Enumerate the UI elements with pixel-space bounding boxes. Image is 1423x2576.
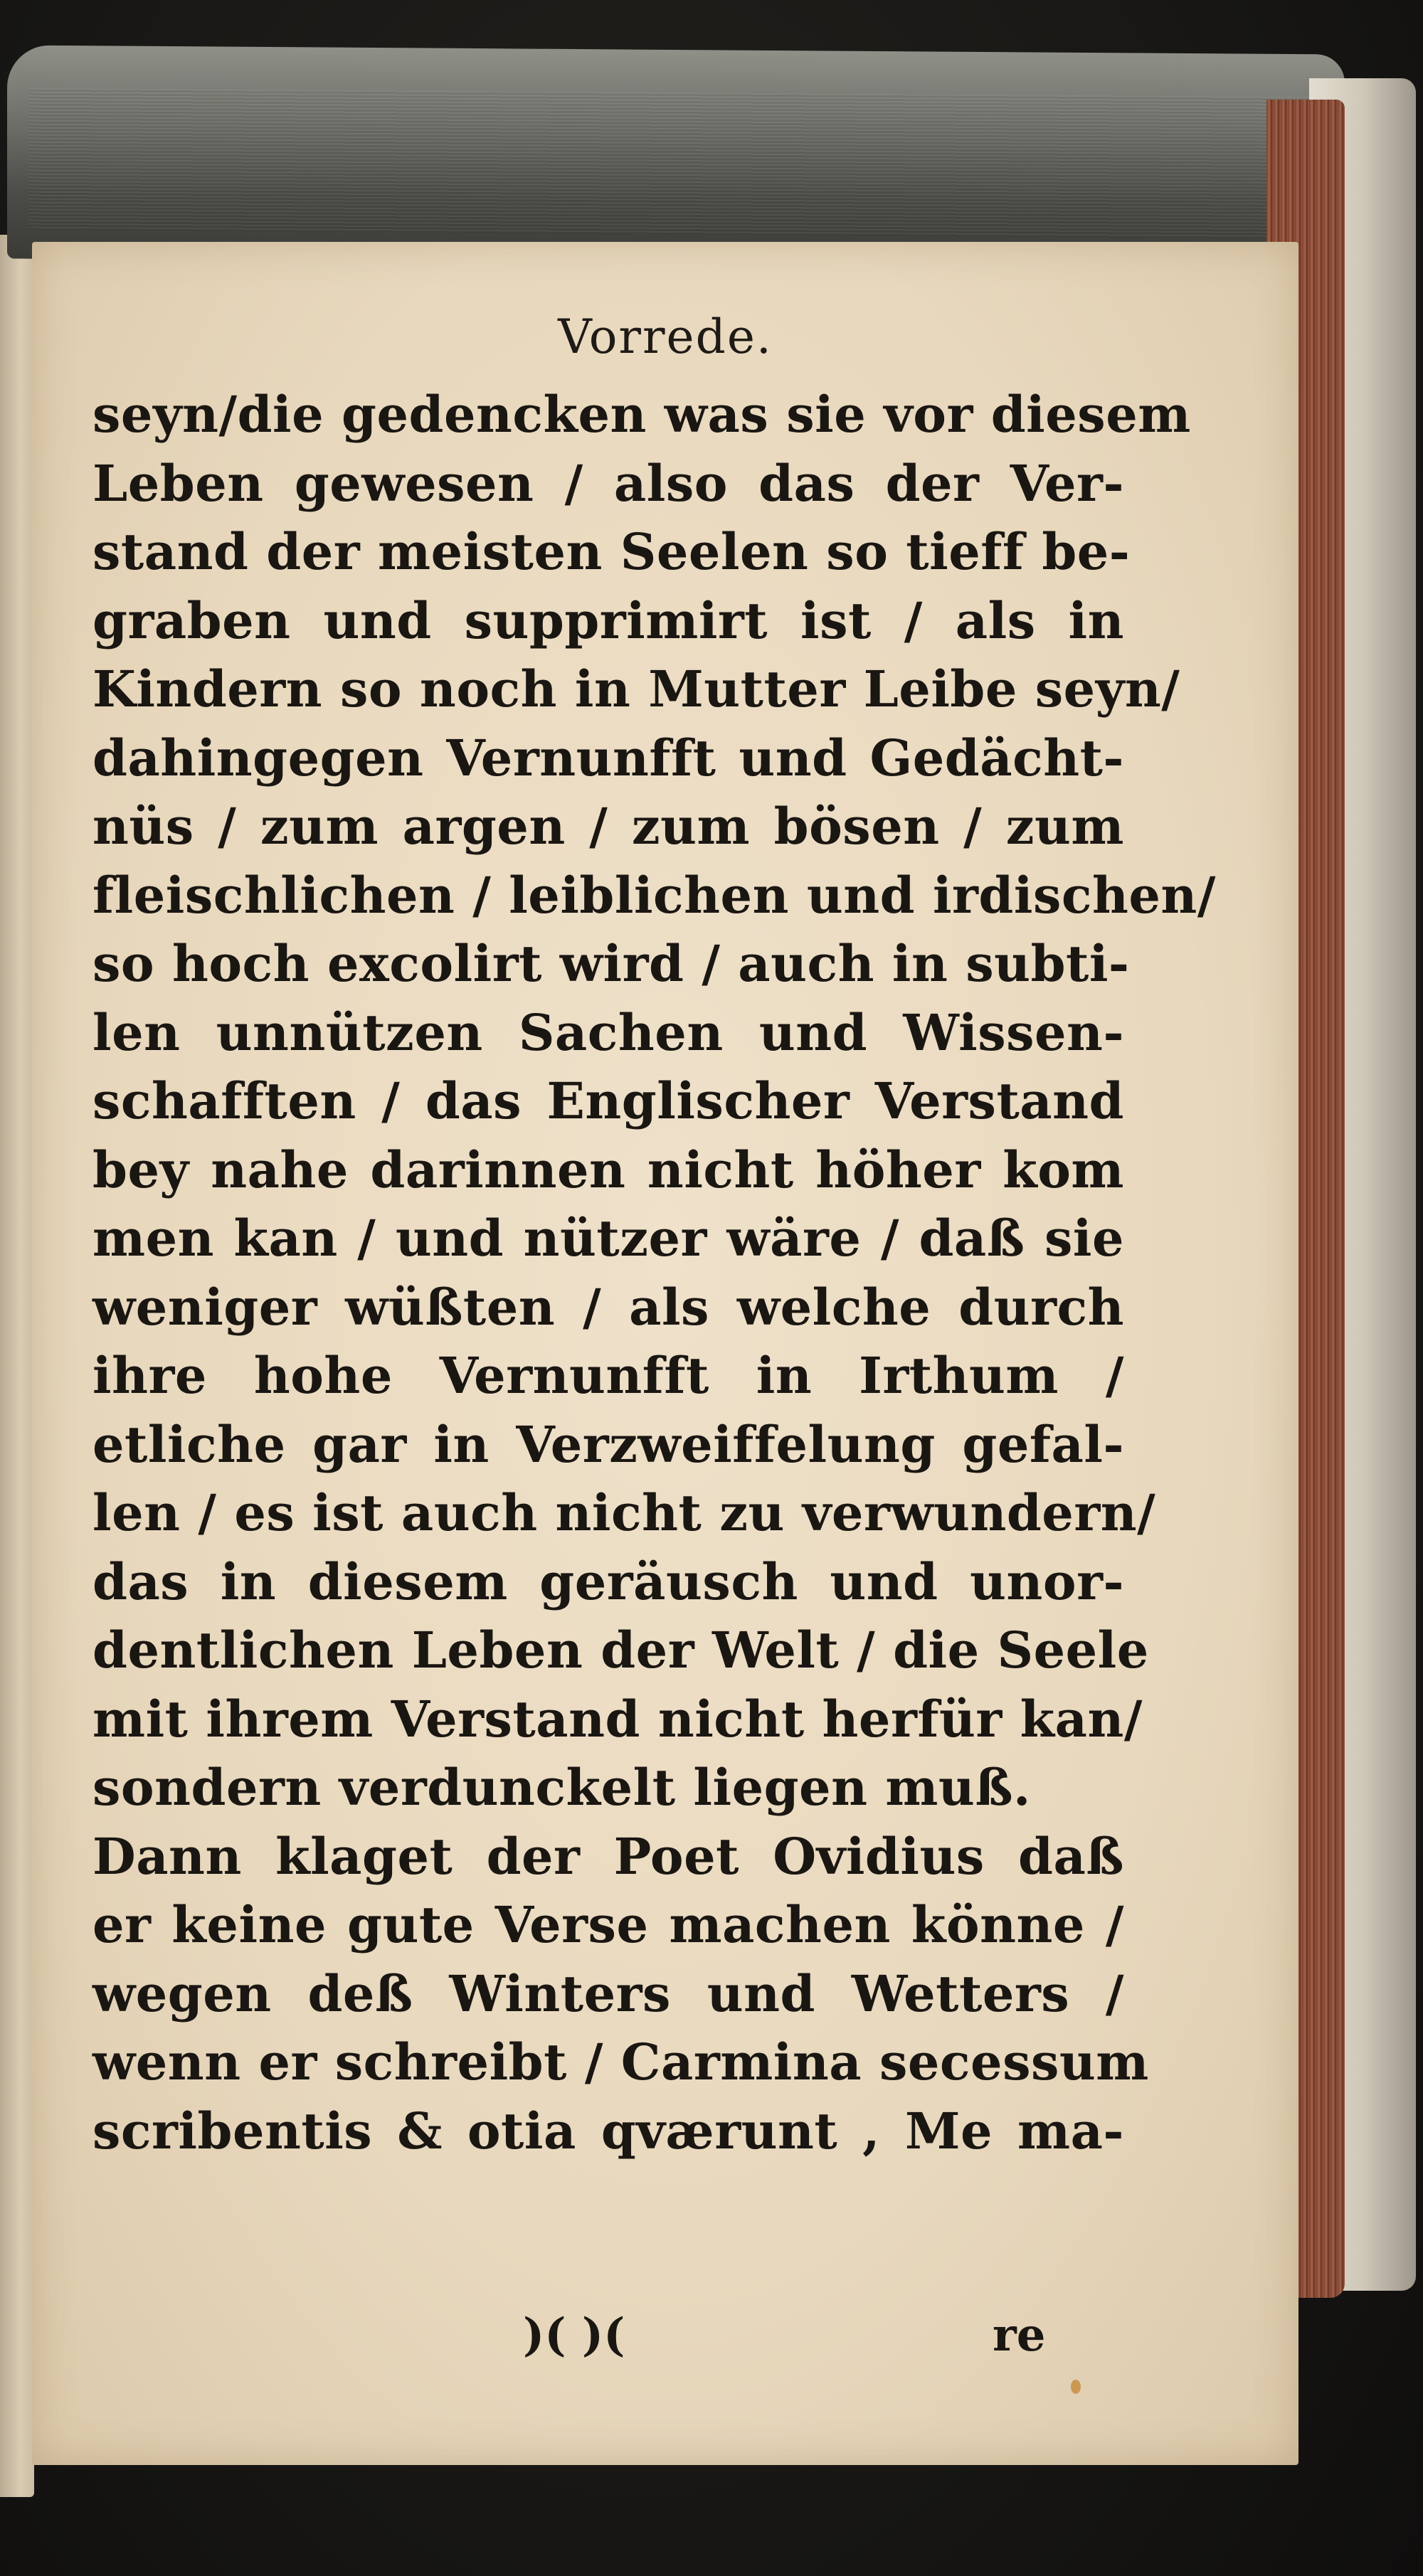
text-line: dentlichen Leben der Welt / die Seele (92, 1621, 1149, 1680)
text-line: fleischlichen / leiblichen und irdischen/ (92, 865, 1216, 925)
text-line: das in diesem geräusch und unor- (92, 1552, 1124, 1611)
catchword: re (993, 2309, 1046, 2362)
text-line: bey nahe darinnen nicht höher kom (92, 1140, 1124, 1199)
ink-smudge (1071, 2380, 1081, 2394)
text-line: er keine gute Verse machen könne / (92, 1895, 1124, 1954)
text-line: scribentis & otia qværunt , Me ma- (92, 2101, 1124, 2161)
text-line: len unnützen Sachen und Wissen- (92, 1002, 1124, 1062)
text-line: sondern verdunckelt liegen muß. (92, 1758, 1031, 1817)
text-line: dahingegen Vernunfft und Gedächt- (92, 728, 1124, 788)
text-line: ihre hohe Vernunfft in Irthum / (92, 1346, 1124, 1405)
signature-mark: )( )( (523, 2309, 625, 2362)
text-line: Dann klaget der Poet Ovidius daß (92, 1826, 1124, 1886)
text-line: len / es ist auch nicht zu verwundern/ (92, 1483, 1156, 1542)
text-line: so hoch excolirt wird / auch in subti- (92, 934, 1130, 993)
text-line: mit ihrem Verstand nicht herfür kan/ (92, 1689, 1143, 1749)
text-line: schafften / das Englischer Verstand (92, 1071, 1124, 1130)
text-line: wenn er schreibt / Carmina secessum (92, 2032, 1149, 2092)
text-line: Leben gewesen / also das der Ver- (92, 453, 1124, 513)
text-line: men kan / und nützer wäre / daß sie (92, 1209, 1124, 1268)
left-page-edge (0, 235, 34, 2497)
text-line: nüs / zum argen / zum bösen / zum (92, 797, 1124, 856)
text-line: stand der meisten Seelen so tieff be- (92, 522, 1131, 581)
page-footer (32, 2309, 1142, 2373)
text-line: graben und supprimirt ist / als in (92, 590, 1124, 650)
running-head: Vorrede. (558, 309, 773, 364)
text-block (92, 381, 1216, 2166)
text-line: weniger wüßten / als welche durch (92, 1277, 1124, 1337)
text-line: seyn/die gedencken was sie vor diesem (92, 385, 1191, 444)
book-page (32, 242, 1298, 2465)
text-line: etliche gar in Verzweiffelung gefal- (92, 1414, 1124, 1474)
text-line: Kindern so noch in Mutter Leibe seyn/ (92, 659, 1180, 719)
text-line: wegen deß Winters und Wetters / (92, 1963, 1124, 2023)
page-block-top (7, 45, 1345, 267)
